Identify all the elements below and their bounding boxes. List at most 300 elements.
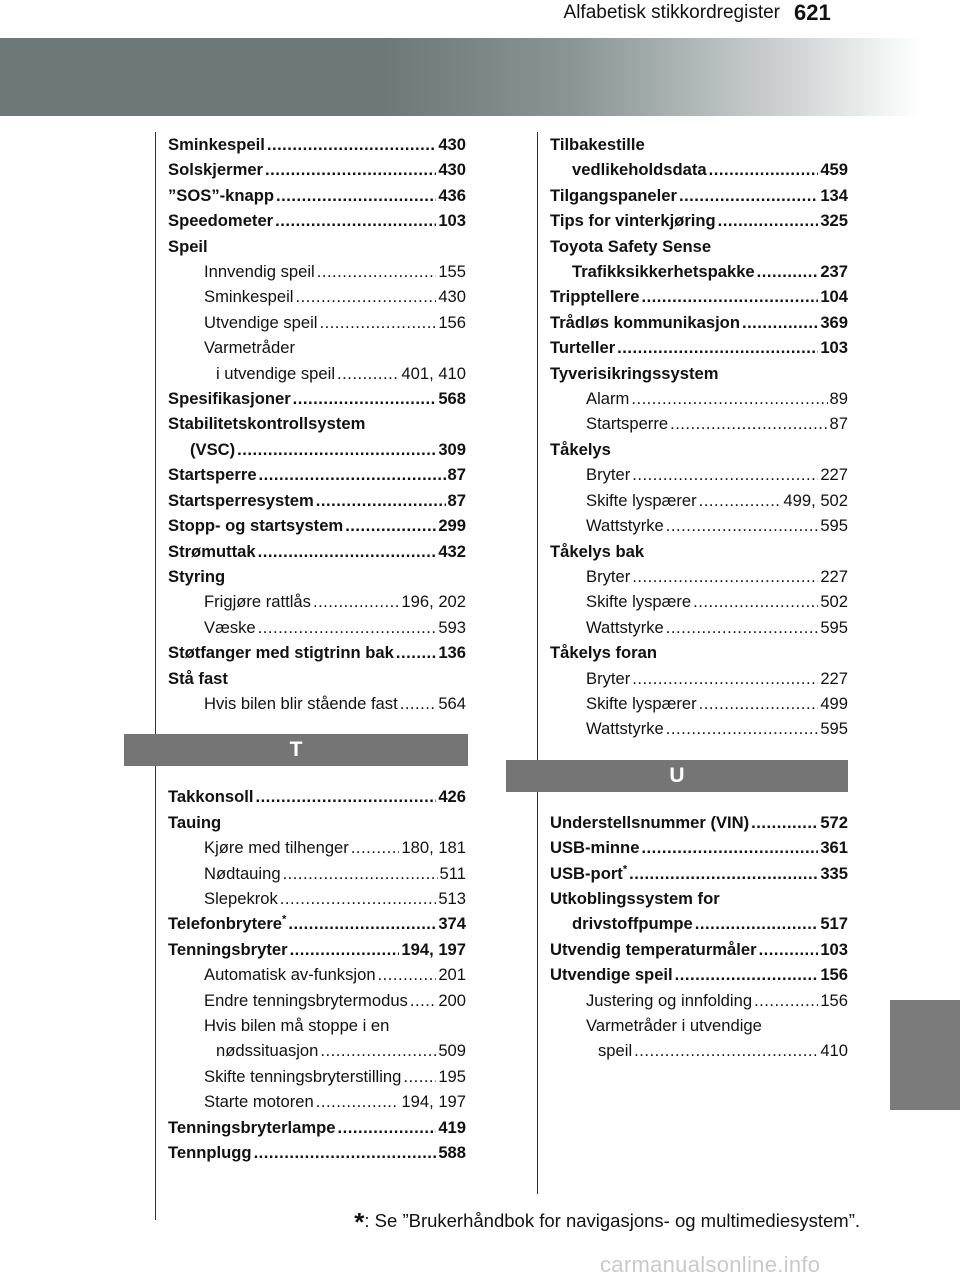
page-reference: 325 bbox=[820, 211, 848, 231]
entry-term-wrap bbox=[168, 157, 263, 182]
page-reference: 459 bbox=[820, 160, 848, 180]
footnote-asterisk: * bbox=[354, 1207, 365, 1237]
page-reference: 156 bbox=[438, 312, 466, 332]
section-spacer bbox=[168, 716, 466, 784]
entry-term-wrap bbox=[550, 310, 740, 335]
entry-term-wrap bbox=[572, 259, 755, 284]
page-reference: 227 bbox=[820, 566, 848, 586]
page-reference: 201 bbox=[438, 965, 466, 985]
index-heading: Stabilitetskontrollsystem bbox=[168, 414, 366, 434]
entry-term: Bryter bbox=[586, 668, 631, 688]
entry-term: Utvendig temperaturmåler bbox=[550, 939, 757, 959]
index-entry bbox=[168, 589, 466, 614]
page-reference: 430 bbox=[438, 160, 466, 180]
entry-term-wrap bbox=[204, 861, 281, 886]
index-entry bbox=[550, 691, 848, 716]
entry-term: Tenningsbryter bbox=[168, 939, 288, 959]
dot-leader bbox=[316, 1089, 400, 1114]
dot-leader bbox=[267, 132, 436, 157]
page-reference: 87 bbox=[447, 465, 466, 485]
dot-leader bbox=[258, 615, 437, 640]
entry-term-wrap bbox=[216, 1038, 318, 1063]
page-reference: 502 bbox=[820, 592, 848, 612]
index-entry bbox=[550, 462, 848, 487]
dot-leader bbox=[675, 962, 819, 987]
dot-leader bbox=[400, 691, 437, 716]
entry-term: Startsperresystem bbox=[168, 490, 314, 510]
index-entry bbox=[550, 666, 848, 691]
entry-term: Sminkespeil bbox=[168, 135, 265, 154]
dot-leader bbox=[666, 716, 819, 741]
index-entry bbox=[168, 937, 466, 962]
dot-leader bbox=[237, 437, 436, 462]
index-heading: Tåkelys bak bbox=[550, 541, 645, 561]
index-entry bbox=[168, 784, 466, 809]
entry-term: Tips for vinterkjøring bbox=[550, 211, 716, 231]
entry-term-wrap bbox=[586, 716, 664, 741]
entry-term: Innvendig speil bbox=[204, 262, 315, 282]
entry-term-wrap bbox=[204, 259, 315, 284]
entry-term: Takkonsoll bbox=[168, 787, 254, 807]
page-reference: 194, 197 bbox=[401, 1092, 466, 1112]
index-heading: Tilbakestille bbox=[550, 135, 645, 154]
index-entry bbox=[550, 386, 848, 411]
index-entry bbox=[168, 1064, 466, 1089]
entry-term-wrap bbox=[550, 335, 615, 360]
dot-leader bbox=[295, 284, 436, 309]
index-entry bbox=[550, 183, 848, 208]
index-entry bbox=[168, 615, 466, 640]
entry-term-wrap bbox=[204, 310, 317, 335]
entry-term-wrap bbox=[550, 937, 757, 962]
dot-leader bbox=[617, 335, 818, 360]
dot-leader bbox=[632, 564, 818, 589]
dot-leader bbox=[742, 310, 818, 335]
watermark: carmanualsonline.info bbox=[600, 1252, 821, 1277]
entry-term-wrap bbox=[572, 157, 707, 182]
dot-leader bbox=[754, 988, 818, 1013]
dot-leader bbox=[345, 513, 436, 538]
index-entry bbox=[168, 962, 466, 987]
entry-term: Wattstyrke bbox=[586, 516, 664, 536]
index-entry bbox=[550, 335, 848, 360]
header-band bbox=[0, 38, 960, 116]
entry-term-wrap bbox=[190, 437, 235, 462]
column-rule-middle bbox=[537, 132, 538, 1194]
page-reference: 89 bbox=[829, 389, 848, 409]
index-column-left bbox=[168, 132, 466, 1165]
page-reference: 309 bbox=[438, 439, 466, 459]
dot-leader bbox=[338, 1115, 437, 1140]
index-entry bbox=[168, 259, 466, 284]
page-number: 621 bbox=[794, 0, 831, 25]
entry-term-wrap bbox=[586, 615, 664, 640]
entry-term: Slepekrok bbox=[204, 888, 278, 908]
entry-term-wrap bbox=[550, 183, 677, 208]
index-entry bbox=[550, 810, 848, 835]
entry-term: Skifte lyspærer bbox=[586, 693, 697, 713]
dot-leader bbox=[313, 589, 399, 614]
page-reference: 136 bbox=[438, 643, 466, 663]
page-reference: 194, 197 bbox=[401, 939, 466, 959]
dot-leader bbox=[259, 462, 446, 487]
dot-leader bbox=[666, 615, 819, 640]
index-entry bbox=[550, 284, 848, 309]
entry-term: Støtfanger med stigtrinn bak bbox=[168, 643, 394, 663]
page-reference: 410 bbox=[820, 1041, 848, 1061]
dot-leader bbox=[254, 1140, 437, 1165]
entry-term: Telefonbrytere bbox=[168, 914, 283, 934]
dot-leader bbox=[634, 1038, 818, 1063]
page-reference: 227 bbox=[820, 465, 848, 485]
entry-term-wrap bbox=[550, 835, 639, 860]
page-reference: 103 bbox=[820, 939, 848, 959]
index-heading: Tåkelys foran bbox=[550, 643, 657, 663]
entry-term: Strømuttak bbox=[168, 541, 256, 561]
column-rule-left bbox=[155, 132, 156, 1220]
page-reference: 593 bbox=[438, 617, 466, 637]
dot-leader bbox=[670, 411, 827, 436]
index-entry bbox=[168, 988, 466, 1013]
entry-term: Startsperre bbox=[168, 465, 257, 485]
entry-term: Turteller bbox=[550, 338, 616, 358]
entry-term: Tilgangspaneler bbox=[550, 185, 677, 205]
page-reference: 180, 181 bbox=[401, 838, 466, 858]
entry-term: Solskjermer bbox=[168, 160, 264, 180]
index-entry bbox=[168, 835, 466, 860]
index-entry bbox=[168, 157, 466, 182]
index-entry bbox=[550, 513, 848, 538]
entry-term-wrap bbox=[586, 386, 629, 411]
index-entry bbox=[168, 911, 466, 936]
dot-leader bbox=[280, 886, 437, 911]
index-heading: Tåkelys bbox=[550, 439, 611, 459]
entry-term-wrap bbox=[168, 937, 288, 962]
index-entry bbox=[550, 988, 848, 1013]
page-reference: 419 bbox=[438, 1117, 466, 1137]
entry-term-wrap bbox=[550, 861, 627, 886]
index-heading: Hvis bilen må stoppe i en bbox=[204, 1016, 390, 1035]
entry-term-wrap bbox=[586, 589, 691, 614]
entry-term-wrap bbox=[168, 1140, 252, 1165]
page-reference: 369 bbox=[820, 312, 848, 332]
entry-term: Trådløs kommunikasjon bbox=[550, 312, 740, 332]
index-entry bbox=[168, 183, 466, 208]
dot-leader bbox=[410, 988, 436, 1013]
section-spacer bbox=[550, 742, 848, 810]
index-entry bbox=[168, 132, 466, 157]
entry-term: Speedometer bbox=[168, 211, 274, 231]
dot-leader bbox=[641, 835, 818, 860]
entry-term-wrap bbox=[586, 488, 697, 513]
page-reference: 374 bbox=[438, 914, 466, 934]
page-reference: 401, 410 bbox=[401, 363, 466, 383]
dot-leader bbox=[718, 208, 819, 233]
dot-leader bbox=[288, 911, 436, 936]
index-heading: Tauing bbox=[168, 812, 222, 832]
index-entry bbox=[550, 911, 848, 936]
page-reference: 200 bbox=[438, 990, 466, 1010]
entry-term-wrap bbox=[216, 361, 335, 386]
footnote-text: : Se ”Brukerhåndbok for navigasjons- og multimediesystem”. bbox=[364, 1210, 860, 1231]
entry-term-wrap bbox=[204, 835, 349, 860]
entry-term: i utvendige speil bbox=[216, 363, 336, 383]
entry-term-wrap bbox=[168, 539, 256, 564]
entry-term-wrap bbox=[550, 962, 673, 987]
dot-leader bbox=[351, 835, 400, 860]
entry-term: Wattstyrke bbox=[586, 617, 664, 637]
footnote-marker: * bbox=[622, 863, 628, 876]
index-column-right bbox=[550, 132, 848, 1064]
page-reference: 509 bbox=[438, 1041, 466, 1061]
page-reference: 430 bbox=[438, 287, 466, 307]
dot-leader bbox=[693, 589, 818, 614]
entry-term-wrap bbox=[204, 988, 408, 1013]
dot-leader bbox=[695, 911, 819, 936]
entry-term-wrap bbox=[168, 488, 314, 513]
entry-term: USB-minne bbox=[550, 838, 640, 858]
page-reference: 595 bbox=[820, 719, 848, 739]
entry-term: Nødtauing bbox=[204, 863, 281, 883]
entry-term-wrap bbox=[204, 615, 256, 640]
entry-term: Utvendige speil bbox=[550, 965, 673, 985]
index-entry bbox=[550, 411, 848, 436]
index-entry bbox=[168, 539, 466, 564]
entry-term: Automatisk av-funksjon bbox=[204, 965, 376, 985]
dot-leader bbox=[641, 284, 818, 309]
page-reference: 103 bbox=[438, 211, 466, 231]
entry-term-wrap bbox=[550, 208, 716, 233]
index-heading: Speil bbox=[168, 236, 208, 256]
entry-term: Wattstyrke bbox=[586, 719, 664, 739]
index-entry bbox=[168, 861, 466, 886]
dot-leader bbox=[679, 183, 818, 208]
entry-term: Utvendige speil bbox=[204, 312, 318, 332]
entry-term-wrap bbox=[586, 691, 697, 716]
entry-term-wrap bbox=[204, 1089, 314, 1114]
page-reference: 511 bbox=[439, 863, 466, 883]
dot-leader bbox=[709, 157, 819, 182]
index-entry bbox=[550, 589, 848, 614]
index-heading: Toyota Safety Sense bbox=[550, 236, 712, 256]
entry-term-wrap bbox=[204, 691, 398, 716]
entry-term: speil bbox=[598, 1041, 633, 1061]
page-reference: 564 bbox=[438, 693, 466, 713]
dot-leader bbox=[629, 861, 818, 886]
dot-leader bbox=[632, 462, 818, 487]
index-entry bbox=[168, 284, 466, 309]
entry-term: Alarm bbox=[586, 389, 630, 409]
entry-term-wrap bbox=[586, 564, 630, 589]
page-reference: 87 bbox=[829, 414, 848, 434]
section-header-t: T bbox=[124, 734, 468, 766]
page-reference: 299 bbox=[438, 516, 466, 536]
index-entry bbox=[550, 157, 848, 182]
entry-term: nødssituasjon bbox=[216, 1041, 319, 1061]
index-entry bbox=[168, 886, 466, 911]
entry-term-wrap bbox=[204, 962, 376, 987]
entry-term: Væske bbox=[204, 617, 256, 637]
entry-term-wrap bbox=[168, 640, 394, 665]
index-entry bbox=[550, 1038, 848, 1063]
entry-term: USB-port bbox=[550, 863, 623, 883]
dot-leader bbox=[631, 386, 827, 411]
page-reference: 361 bbox=[820, 838, 848, 858]
entry-term: Skifte lyspærer bbox=[586, 490, 697, 510]
dot-leader bbox=[319, 310, 436, 335]
entry-term-wrap bbox=[168, 911, 286, 936]
page-reference: 155 bbox=[438, 262, 466, 282]
entry-term-wrap bbox=[168, 183, 274, 208]
index-entry bbox=[550, 259, 848, 284]
footnote bbox=[200, 1203, 860, 1237]
index-entry bbox=[550, 937, 848, 962]
entry-term: Skifte tenningsbryterstilling bbox=[204, 1066, 402, 1086]
entry-term-wrap bbox=[586, 666, 630, 691]
dot-leader bbox=[751, 810, 818, 835]
entry-term: Spesifikasjoner bbox=[168, 389, 291, 409]
entry-term: (VSC) bbox=[190, 439, 236, 459]
dot-leader bbox=[396, 640, 436, 665]
entry-term: Skifte lyspære bbox=[586, 592, 692, 612]
page-reference: 595 bbox=[820, 617, 848, 637]
entry-term: Tennplugg bbox=[168, 1143, 252, 1163]
entry-term-wrap bbox=[168, 513, 343, 538]
entry-term: Hvis bilen blir stående fast bbox=[204, 693, 398, 713]
entry-term-wrap bbox=[586, 513, 664, 538]
page-reference: 588 bbox=[438, 1143, 466, 1163]
dot-leader bbox=[632, 666, 818, 691]
index-entry bbox=[550, 208, 848, 233]
index-entry bbox=[168, 462, 466, 487]
page-reference: 195 bbox=[438, 1066, 466, 1086]
index-entry bbox=[168, 310, 466, 335]
page-reference: 513 bbox=[438, 888, 466, 908]
entry-term: drivstoffpumpe bbox=[572, 914, 693, 934]
page-reference: 568 bbox=[438, 389, 466, 409]
entry-term-wrap bbox=[168, 784, 253, 809]
running-header-title: Alfabetisk stikkordregister bbox=[563, 2, 780, 23]
index-entry bbox=[168, 1038, 466, 1063]
index-entry bbox=[550, 861, 848, 886]
footnote-marker: * bbox=[282, 913, 287, 926]
entry-term-wrap bbox=[168, 462, 257, 487]
dot-leader bbox=[316, 488, 446, 513]
thumb-index-tab bbox=[890, 1000, 960, 1110]
entry-term-wrap bbox=[586, 462, 630, 487]
index-heading: Tyverisikringssystem bbox=[550, 363, 719, 383]
index-entry bbox=[168, 361, 466, 386]
index-heading: Varmetråder bbox=[204, 338, 295, 358]
entry-term: vedlikeholdsdata bbox=[572, 160, 707, 180]
entry-term-wrap bbox=[550, 284, 639, 309]
index-heading: Stå fast bbox=[168, 668, 228, 688]
page-reference: 104 bbox=[820, 287, 848, 307]
dot-leader bbox=[757, 259, 819, 284]
entry-term: Trafikksikkerhetspakke bbox=[572, 262, 755, 282]
entry-term-wrap bbox=[204, 1064, 401, 1089]
index-entry bbox=[168, 437, 466, 462]
dot-leader bbox=[317, 259, 437, 284]
entry-term: Stopp- og startsystem bbox=[168, 516, 344, 536]
dot-leader bbox=[290, 937, 400, 962]
dot-leader bbox=[293, 386, 437, 411]
page-reference: 430 bbox=[438, 135, 466, 154]
page-reference: 499, 502 bbox=[783, 490, 848, 510]
entry-term-wrap bbox=[550, 810, 749, 835]
dot-leader bbox=[666, 513, 819, 538]
page-reference: 134 bbox=[820, 185, 848, 205]
page-reference: 595 bbox=[820, 516, 848, 536]
dot-leader bbox=[378, 962, 437, 987]
entry-term: Frigjøre rattlås bbox=[204, 592, 311, 612]
page-reference: 517 bbox=[820, 914, 848, 934]
dot-leader bbox=[255, 784, 436, 809]
page-reference: 572 bbox=[820, 812, 848, 832]
page-reference: 426 bbox=[438, 787, 466, 807]
page-reference: 87 bbox=[447, 490, 466, 510]
entry-term: Tenningsbryterlampe bbox=[168, 1117, 336, 1137]
page-reference: 436 bbox=[438, 185, 466, 205]
page-reference: 156 bbox=[820, 990, 848, 1010]
entry-term-wrap bbox=[586, 411, 668, 436]
index-entry bbox=[550, 564, 848, 589]
index-entry bbox=[168, 488, 466, 513]
entry-term-wrap bbox=[586, 988, 752, 1013]
entry-term: Understellsnummer (VIN) bbox=[550, 812, 750, 832]
entry-term-wrap bbox=[204, 284, 293, 309]
entry-term-wrap bbox=[168, 386, 291, 411]
entry-term: Endre tenningsbrytermodus bbox=[204, 990, 408, 1010]
dot-leader bbox=[276, 183, 436, 208]
index-entry bbox=[168, 691, 466, 716]
index-heading: Utkoblingssystem for bbox=[550, 888, 720, 908]
entry-term-wrap bbox=[204, 589, 311, 614]
page-reference: 432 bbox=[438, 541, 466, 561]
page-reference: 103 bbox=[820, 338, 848, 358]
dot-leader bbox=[275, 208, 436, 233]
index-entry bbox=[168, 1089, 466, 1114]
entry-term: Sminkespeil bbox=[204, 287, 294, 307]
dot-leader bbox=[265, 157, 436, 182]
dot-leader bbox=[699, 488, 782, 513]
index-entry bbox=[168, 640, 466, 665]
dot-leader bbox=[699, 691, 819, 716]
entry-term-wrap bbox=[168, 132, 265, 157]
page-reference: 335 bbox=[820, 863, 848, 883]
entry-term-wrap bbox=[572, 911, 693, 936]
entry-term: ”SOS”-knapp bbox=[168, 185, 275, 205]
page-reference: 156 bbox=[820, 965, 848, 985]
index-entry bbox=[550, 835, 848, 860]
index-entry bbox=[550, 962, 848, 987]
index-entry bbox=[550, 310, 848, 335]
section-header-u: U bbox=[506, 760, 848, 792]
dot-leader bbox=[320, 1038, 436, 1063]
entry-term: Justering og innfolding bbox=[586, 990, 753, 1010]
entry-term-wrap bbox=[168, 208, 273, 233]
page-reference: 237 bbox=[820, 262, 848, 282]
dot-leader bbox=[759, 937, 819, 962]
index-entry bbox=[168, 1115, 466, 1140]
index-entry bbox=[168, 1140, 466, 1165]
entry-term: Bryter bbox=[586, 566, 631, 586]
dot-leader bbox=[258, 539, 437, 564]
page-reference: 499 bbox=[820, 693, 848, 713]
entry-term-wrap bbox=[168, 1115, 336, 1140]
index-heading: Styring bbox=[168, 566, 226, 586]
dot-leader bbox=[283, 861, 438, 886]
